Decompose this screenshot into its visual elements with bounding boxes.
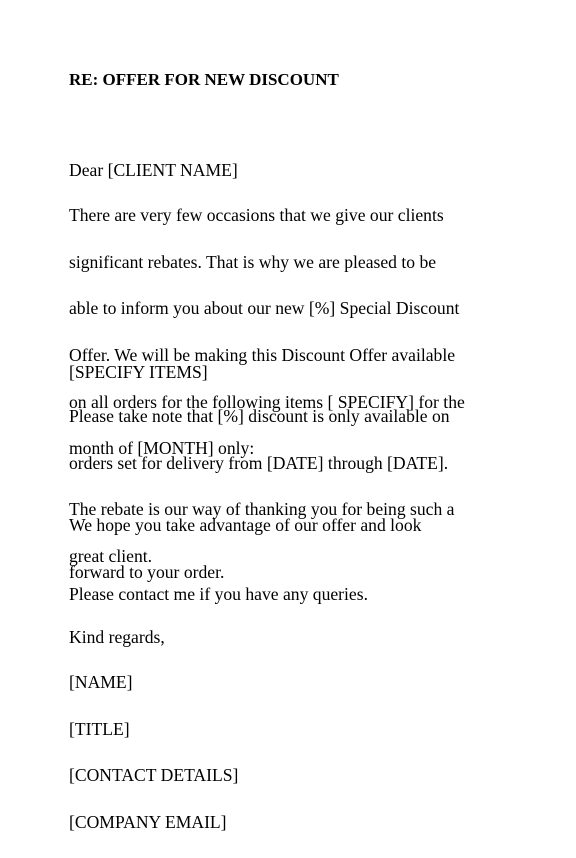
letter-subject: RE: OFFER FOR NEW DISCOUNT	[69, 70, 339, 89]
paragraph-line: Please take note that [%] discount is only available on	[69, 406, 450, 427]
paragraph-line: There are very few occasions that we give our clients	[69, 205, 444, 226]
signature-contact-details: [CONTACT DETAILS]	[69, 765, 239, 786]
paragraph-line: orders set for delivery from [DATE] through [DATE].	[69, 452, 449, 473]
paragraph-line: We hope you take advantage of our offer and look	[69, 515, 422, 536]
paragraph-line: significant rebates. That is why we are pleased to be	[69, 251, 437, 272]
paragraph-line: Offer. We will be making this Discount Offer available	[69, 345, 456, 366]
paragraph-line: forward to your order.	[69, 561, 225, 582]
specify-items-line: [SPECIFY ITEMS]	[69, 362, 208, 383]
paragraph-line: month of [MONTH] only:	[69, 438, 255, 459]
signature-title: [TITLE]	[69, 718, 130, 739]
paragraph-line: Please contact me if you have any queries.	[69, 584, 368, 605]
signature-name: [NAME]	[69, 672, 133, 693]
paragraph-line: on all orders for the following items [ SPECIFY] for the	[69, 391, 465, 412]
salutation-line: Dear [CLIENT NAME]	[69, 160, 238, 181]
paragraph-line: able to inform you about our new [%] Special Discount	[69, 298, 460, 319]
signature-company-email: [COMPANY EMAIL]	[69, 812, 227, 833]
signature-block	[69, 648, 539, 858]
paragraph-line: The rebate is our way of thanking you for being such a	[69, 499, 455, 520]
paragraph-line: great client.	[69, 546, 153, 567]
closing-line: Kind regards,	[69, 627, 165, 648]
